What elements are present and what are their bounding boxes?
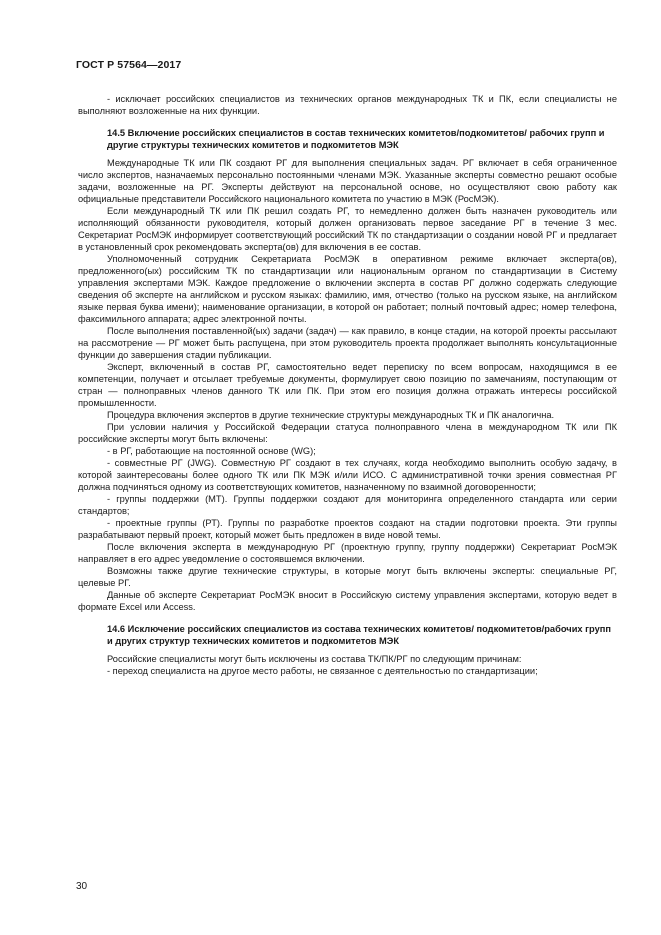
paragraph: При условии наличия у Российской Федерации статуса полноправного члена в международном ТК или ПК российские эксперты могут быть включены: bbox=[78, 422, 617, 444]
paragraph: Российские специалисты могут быть исключены из состава ТК/ПК/РГ по следующим причинам: bbox=[107, 654, 522, 664]
paragraph: Процедура включения экспертов в другие технические структуры международных ТК и ПК аналогична. bbox=[107, 410, 555, 420]
list-item: - переход специалиста на другое место работы, не связанное с деятельностью по стандартизации; bbox=[107, 666, 538, 676]
paragraph: Возможны также другие технические структуры, в которые могут быть включены эксперты: специальные РГ, целевые РГ. bbox=[78, 566, 617, 588]
page-number: 30 bbox=[76, 881, 88, 892]
paragraph: После включения эксперта в международную РГ (проектную группу, группу поддержки) Секретариат РосМЭК направляет в его адрес уведомление о состоявшемся включении. bbox=[78, 542, 617, 564]
list-item: - проектные группы (РТ). Группы по разработке проектов создают на стадии подготовки проекта. Эти группы разрабатывают первый проект, который может быть предложен в виде новой темы. bbox=[78, 518, 617, 540]
list-item: - в РГ, работающие на постоянной основе (WG); bbox=[107, 446, 316, 456]
paragraph: Международные ТК или ПК создают РГ для выполнения специальных задач. РГ включает в себя ограниченное число экспертов, назначаемых персонально постоянными членами МЭК. Указанные эксперты совместно решают особые задачи, возложенные на РГ. Эксперты действуют на персональной основе, но осуществляют свою работу как официальные представители Российского национального комитета по участию в МЭК (РосМЭК). bbox=[78, 158, 617, 204]
paragraph: Уполномоченный сотрудник Секретариата РосМЭК в оперативном режиме включает эксперта(ов), предложенного(ых) российским ТК по стандартизации или национальным органом по стандартизации в Систему управления экспертами МЭК. Каждое предложение о включении эксперта в состав РГ должно содержать следующие сведения об эксперте на английском и русском языках: фамилию, имя, отчество (только на русском языке, на английском языке первая буква имени); наименование организации, в которой он работает; полный почтовый адрес; номер телефона, факсимильного аппарата; адрес электронной почты. bbox=[78, 254, 617, 324]
page-body bbox=[78, 93, 617, 677]
standard-header: ГОСТ Р 57564—2017 bbox=[76, 59, 182, 71]
section-heading: 14.6 Исключение российских специалистов из состава технических комитетов/ подкомитетов/рабочих групп и других структур технических комитетов и подкомитетов МЭК bbox=[107, 624, 611, 646]
paragraph: После выполнения поставленной(ых) задачи (задач) — как правило, в конце стадии, на которой проекты рассылают на рассмотрение — РГ может быть распущена, при этом руководитель проекта продолжает выполнять консультационные функции до завершения стадии публикации. bbox=[78, 326, 617, 360]
paragraph: Данные об эксперте Секретариат РосМЭК вносит в Российскую систему управления экспертами, которую ведет в формате Excel или Access. bbox=[78, 590, 617, 612]
paragraph: Эксперт, включенный в состав РГ, самостоятельно ведет переписку по всем вопросам, находящимся в ее компетенции, получает и отсылает требуемые документы, формулирует свою позицию по замечаниям, поступающим от стран — полноправных членов данного ТК или ПК. При этом его позиция должна отражать интересы российской промышленности. bbox=[78, 362, 617, 408]
paragraph: - исключает российских специалистов из технических органов международных ТК и ПК, если специалисты не выполняют возложенные на них функции. bbox=[78, 94, 617, 116]
section-heading: 14.5 Включение российских специалистов в состав технических комитетов/подкомитетов/ рабочих групп и другие структуры технических комитетов и подкомитетов МЭК bbox=[107, 128, 605, 150]
list-item: - группы поддержки (МТ). Группы поддержки создают для мониторинга определенного стандарта или серии стандартов; bbox=[78, 494, 617, 516]
list-item: - совместные РГ (JWG). Совместную РГ создают в тех случаях, когда необходимо выполнить особую задачу, в которой заинтересованы более одного ТК или ПК МЭК и/или ИСО. С административной точки зрения совместная РГ должна подчиняться одному из соответствующих комитетов, назначенному по взаимной договоренности; bbox=[78, 458, 617, 492]
paragraph: Если международный ТК или ПК решил создать РГ, то немедленно должен быть назначен руководитель или исполняющий обязанности руководителя, который должен организовать первое заседание РГ в течение 3 мес. Секретариат РосМЭК информирует соответствующий российский ТК по стандартизации о создании новой РГ и предлагает в установленный срок рекомендовать эксперта(ов) для включения в ее состав. bbox=[78, 206, 617, 252]
